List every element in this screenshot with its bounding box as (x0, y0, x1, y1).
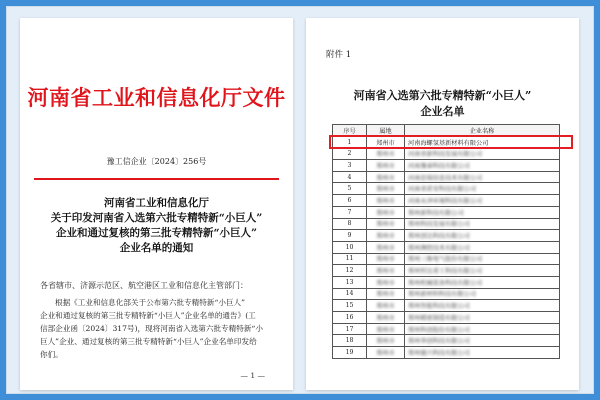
row-region: 郑州市 (367, 195, 405, 207)
row-region: 郑州市 (367, 253, 405, 265)
table-title-line: 河南省入选第六批专精特新“小巨人” (353, 89, 532, 102)
row-company: 郑州创达科技有限公司 (405, 230, 560, 242)
row-region: 郑州市 (367, 323, 405, 335)
attachment-label: 附件 1 (326, 50, 352, 60)
document-masthead: 河南省工业和信息化厅文件 (27, 85, 286, 110)
row-number: 10 (333, 241, 367, 253)
table-row (333, 195, 560, 207)
row-number: 12 (333, 265, 367, 277)
salutation: 各省辖市、济源示范区、航空港区工业和信息化主管部门： (40, 281, 248, 290)
row-number: 19 (333, 347, 367, 359)
page-number: — 1 — (240, 371, 265, 380)
row-region: 郑州市 (367, 218, 405, 230)
document-page-attachment (306, 18, 579, 390)
row-region: 郑州市 (367, 312, 405, 324)
red-divider-line (34, 178, 279, 180)
header-company: 企业名称 (405, 125, 560, 137)
row-company: 河南省盾安科技有限公司 (405, 183, 560, 195)
table-row (333, 218, 560, 230)
table-row (333, 160, 560, 172)
row-number: 9 (333, 230, 367, 242)
row-company: 郑州机械装备科技有限公司 (405, 276, 560, 288)
row-number: 5 (333, 183, 367, 195)
row-region: 郑州市 (367, 160, 405, 172)
row-number: 1 (333, 136, 367, 148)
table-row (333, 206, 560, 218)
document-page-notice (20, 18, 293, 390)
row-region: 郑州市 (367, 230, 405, 242)
row-company: 郑州科创股份有限公司 (405, 323, 560, 335)
table-row (333, 323, 560, 335)
highlight-box (329, 135, 573, 149)
body-line: 信部企业函〔2024〕317号)，现将河南省入选第六批专精特新“小 (40, 324, 263, 333)
table-row (333, 347, 560, 359)
table-row (333, 148, 560, 160)
row-company: 河南思瑞信息技术有限公司 (405, 171, 560, 183)
row-company: 郑州测控技术有限公司 (405, 241, 560, 253)
table-row (333, 335, 560, 347)
table-row (333, 241, 560, 253)
table-row (333, 312, 560, 324)
row-number: 4 (333, 171, 367, 183)
row-number: 2 (333, 148, 367, 160)
row-region: 郑州市 (367, 183, 405, 195)
table-row (333, 230, 560, 242)
notice-title (46, 196, 267, 256)
row-region: 郑州市 (367, 148, 405, 160)
table-row (333, 276, 560, 288)
row-company: 河南豫睿科技有限公司 (405, 160, 560, 172)
body-line: 巨人”企业、通过复核的第三批专精特新“小巨人”企业名单印发给 (40, 337, 257, 346)
table-row (333, 300, 560, 312)
row-region: 郑州市 (367, 136, 405, 148)
row-number: 17 (333, 323, 367, 335)
body-line: 根据《工业和信息化部关于公布第六批专精特新“小巨人” (55, 298, 246, 307)
row-company: 郑州德兴科技有限公司 (405, 347, 560, 359)
table-row (333, 265, 560, 277)
document-number: 豫工信企业〔2024〕256号 (106, 157, 207, 166)
table-row (333, 253, 560, 265)
row-company: 郑州新科技有限公司 (405, 206, 560, 218)
row-number: 15 (333, 300, 367, 312)
row-number: 6 (333, 195, 367, 207)
notice-title-line: 企业名单的通知 (119, 242, 194, 254)
row-region: 郑州市 (367, 300, 405, 312)
row-company: 郑州华创科技有限公司 (405, 335, 560, 347)
row-region: 郑州市 (367, 335, 405, 347)
notice-title-line: 企业和通过复核的第三批专精特新“小巨人” (55, 227, 258, 239)
row-company: 郑州智能科技有限公司 (405, 300, 560, 312)
row-region: 郑州市 (367, 288, 405, 300)
row-company: 河南海螺氢基新材料有限公司 (405, 136, 560, 148)
row-number: 13 (333, 276, 367, 288)
row-number: 18 (333, 335, 367, 347)
row-number: 16 (333, 312, 367, 324)
row-region: 郑州市 (367, 241, 405, 253)
row-number: 3 (333, 160, 367, 172)
table-title-line: 企业名单 (420, 105, 465, 118)
row-region: 郑州市 (367, 347, 405, 359)
row-company: 郑州科技发展有限公司 (405, 218, 560, 230)
row-company: 郑州新材料科技有限公司 (405, 288, 560, 300)
table-row (333, 183, 560, 195)
row-region: 郑州市 (367, 171, 405, 183)
row-number: 11 (333, 253, 367, 265)
table-title (306, 88, 579, 120)
row-company: 郑州三维电气股份有限公司 (405, 253, 560, 265)
row-company: 河南省新科技发展有限公司 (405, 148, 560, 160)
row-number: 14 (333, 288, 367, 300)
notice-title-line: 河南省工业和信息化厅 (104, 197, 209, 209)
row-company: 河南永泽环境科技有限公司 (405, 195, 560, 207)
row-region: 郑州市 (367, 206, 405, 218)
header-number: 序号 (333, 125, 367, 137)
row-number: 8 (333, 218, 367, 230)
row-region: 郑州市 (367, 265, 405, 277)
row-company: 郑州精密制造有限公司 (405, 312, 560, 324)
notice-title-line: 关于印发河南省入选第六批专精特新“小巨人” (50, 212, 263, 224)
company-list-table (332, 124, 560, 359)
table-row (333, 171, 560, 183)
notice-body (40, 296, 277, 361)
header-region: 属地 (367, 125, 405, 137)
body-line: 你们。 (40, 350, 63, 359)
body-line: 企业和通过复核的第三批专精特新“小巨人”企业名单的通告》(工 (40, 311, 256, 320)
row-number: 7 (333, 206, 367, 218)
table-row (333, 288, 560, 300)
row-company: 郑州恒达重工科技有限公司 (405, 265, 560, 277)
row-region: 郑州市 (367, 276, 405, 288)
